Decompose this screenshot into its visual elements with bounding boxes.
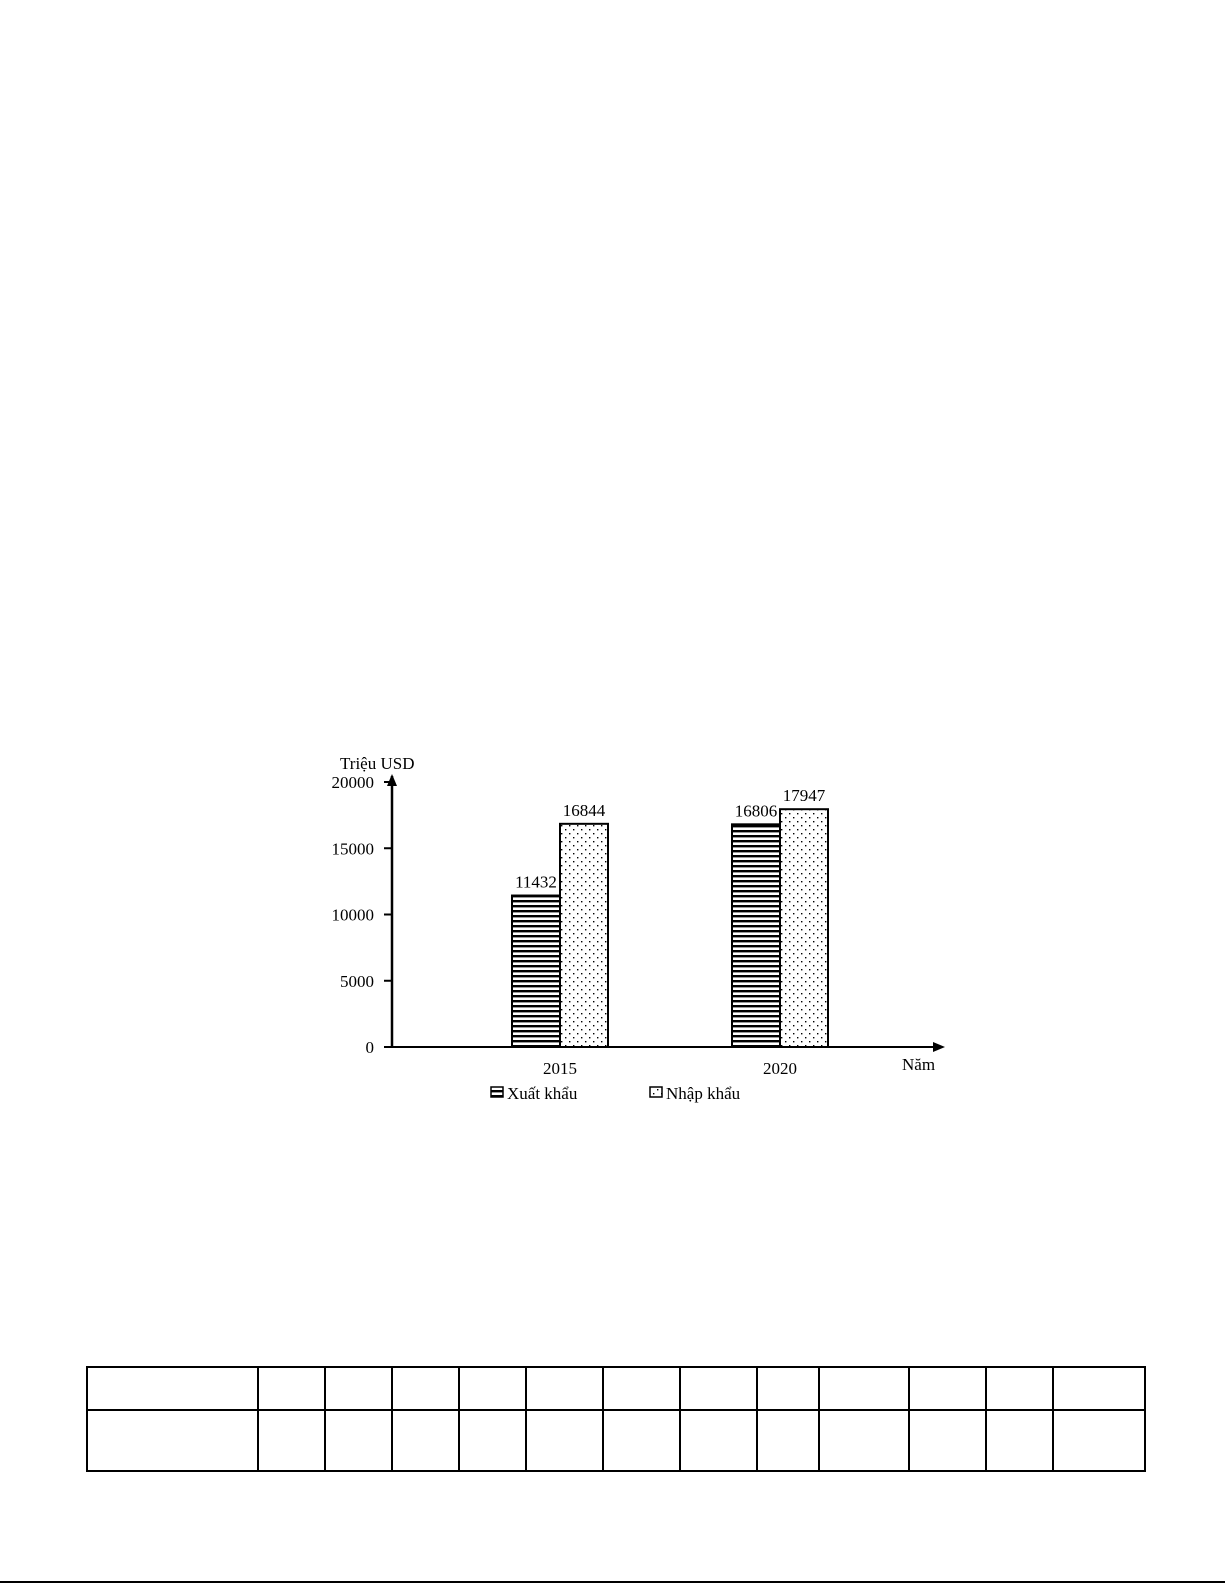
y-tick-label: 5000 bbox=[340, 971, 374, 991]
data-label: 17947 bbox=[782, 786, 826, 806]
table-cell bbox=[392, 1410, 459, 1471]
bar bbox=[780, 809, 828, 1047]
table-cell bbox=[819, 1367, 909, 1410]
table-cell bbox=[909, 1410, 986, 1471]
table-cell bbox=[680, 1367, 757, 1410]
table-cell bbox=[392, 1367, 459, 1410]
bar bbox=[732, 824, 780, 1047]
legend-label: Xuất khẩu bbox=[507, 1084, 578, 1103]
legend-swatch bbox=[650, 1087, 662, 1097]
data-label: 16844 bbox=[562, 800, 606, 820]
table-cell bbox=[909, 1367, 986, 1410]
table-cell bbox=[526, 1410, 603, 1471]
bar bbox=[560, 824, 608, 1047]
legend-label: Nhập khẩu bbox=[666, 1084, 741, 1103]
y-tick-label: 10000 bbox=[331, 905, 374, 925]
table-row bbox=[87, 1367, 1145, 1410]
page-bottom-rule bbox=[0, 1581, 1225, 1583]
table-cell bbox=[757, 1410, 819, 1471]
table-cell bbox=[258, 1410, 325, 1471]
table-cell bbox=[603, 1367, 680, 1410]
y-axis-arrow bbox=[387, 774, 397, 786]
y-tick-label: 15000 bbox=[331, 839, 374, 859]
table-cell bbox=[1053, 1410, 1145, 1471]
data-label: 16806 bbox=[734, 801, 778, 821]
data-label: 11432 bbox=[515, 872, 557, 892]
y-axis-title: Triệu USD bbox=[340, 754, 415, 773]
table-cell bbox=[325, 1367, 392, 1410]
table-cell bbox=[258, 1367, 325, 1410]
table-cell bbox=[986, 1410, 1053, 1471]
x-tick-label: 2020 bbox=[763, 1059, 797, 1078]
table-cell bbox=[459, 1367, 526, 1410]
table-cell bbox=[459, 1410, 526, 1471]
bar bbox=[512, 896, 560, 1047]
y-tick-label: 20000 bbox=[331, 773, 374, 792]
legend-swatch bbox=[491, 1087, 503, 1097]
table-row bbox=[87, 1410, 1145, 1471]
table-cell bbox=[87, 1367, 258, 1410]
y-tick-label: 0 bbox=[365, 1038, 374, 1057]
table-cell bbox=[1053, 1367, 1145, 1410]
table-cell bbox=[757, 1367, 819, 1410]
table-cell bbox=[325, 1410, 392, 1471]
answer-table bbox=[86, 1366, 1146, 1472]
table-cell bbox=[603, 1410, 680, 1471]
table-cell bbox=[986, 1367, 1053, 1410]
x-axis-arrow bbox=[933, 1042, 945, 1052]
x-tick-label: 2015 bbox=[543, 1059, 577, 1078]
x-axis-title: Năm bbox=[902, 1055, 936, 1074]
table-cell bbox=[87, 1410, 258, 1471]
table-cell bbox=[680, 1410, 757, 1471]
table-cell bbox=[526, 1367, 603, 1410]
table-cell bbox=[819, 1410, 909, 1471]
